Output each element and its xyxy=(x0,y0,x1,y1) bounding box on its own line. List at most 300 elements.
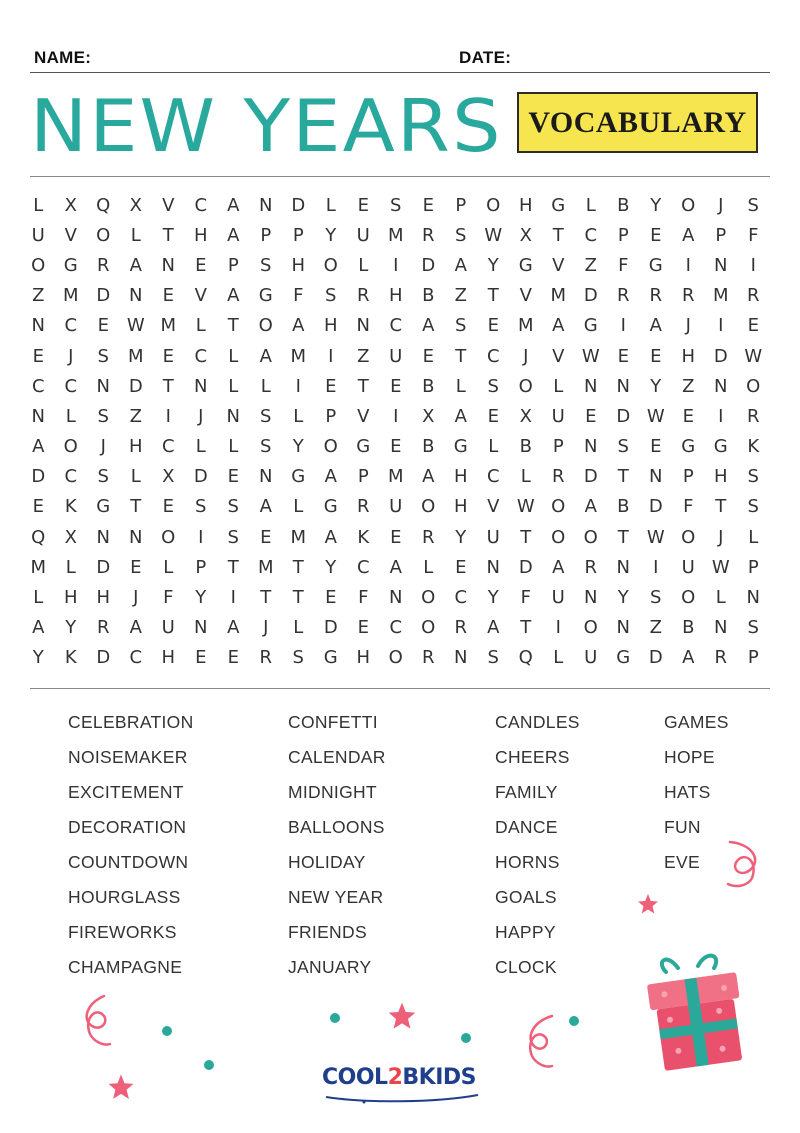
vocabulary-badge: VOCABULARY xyxy=(517,92,758,153)
grid-letter: P xyxy=(292,224,304,246)
grid-letter: O xyxy=(681,587,696,609)
grid-letter: X xyxy=(422,405,435,427)
grid-letter: A xyxy=(324,466,337,488)
grid-letter: S xyxy=(260,436,272,458)
grid-letter: L xyxy=(65,405,76,427)
grid-letter: U xyxy=(551,587,565,609)
grid-letter: N xyxy=(584,587,598,609)
grid-letter: N xyxy=(714,254,728,276)
grid-letter: R xyxy=(96,254,110,276)
grid-letter: L xyxy=(260,375,271,397)
grid-letter: E xyxy=(325,587,337,609)
grid-letter: D xyxy=(323,617,338,639)
grid-letter: O xyxy=(551,496,566,518)
grid-letter: B xyxy=(519,436,532,458)
grid-letter: Y xyxy=(455,526,467,548)
grid-letter: R xyxy=(551,466,565,488)
swirl-icon xyxy=(722,838,766,890)
grid-letter: C xyxy=(486,345,500,367)
grid-letter: O xyxy=(681,526,696,548)
grid-letter: S xyxy=(747,496,759,518)
word-column-1 xyxy=(68,708,194,988)
vocabulary-word: NEW YEAR xyxy=(288,887,384,907)
grid-letter: R xyxy=(746,285,760,307)
grid-letter: X xyxy=(129,194,142,216)
grid-letter: O xyxy=(31,254,46,276)
grid-letter: U xyxy=(486,526,500,548)
grid-letter: N xyxy=(649,466,663,488)
grid-letter: Y xyxy=(650,375,662,397)
grid-letter: Y xyxy=(325,556,337,578)
grid-letter: A xyxy=(32,617,45,639)
grid-letter: C xyxy=(31,375,45,397)
grid-letter: R xyxy=(649,285,662,307)
grid-letter: N xyxy=(584,436,598,458)
grid-letter: X xyxy=(162,466,175,488)
grid-letter: V xyxy=(487,496,500,518)
grid-letter: W xyxy=(126,315,145,337)
vocabulary-word: CHAMPAGNE xyxy=(68,957,183,977)
grid-letter: Q xyxy=(31,526,46,548)
grid-letter: N xyxy=(194,617,208,639)
grid-letter: L xyxy=(293,496,304,518)
vocabulary-word: EXCITEMENT xyxy=(68,782,184,802)
grid-letter: G xyxy=(713,436,728,458)
grid-letter: A xyxy=(584,496,597,518)
grid-letter: M xyxy=(160,315,177,337)
grid-letter: V xyxy=(357,405,370,427)
grid-letter: G xyxy=(583,315,598,337)
grid-letter: T xyxy=(617,526,629,548)
grid-letter: A xyxy=(682,224,695,246)
grid-letter: O xyxy=(583,526,598,548)
grid-letter: U xyxy=(161,617,175,639)
grid-letter: A xyxy=(649,315,662,337)
grid-letter: N xyxy=(714,375,728,397)
vocabulary-word: EVE xyxy=(664,852,700,872)
grid-letter: J xyxy=(718,194,724,216)
grid-letter: R xyxy=(421,526,435,548)
grid-letter: T xyxy=(227,556,239,578)
grid-letter: M xyxy=(712,285,729,307)
grid-letter: K xyxy=(747,436,760,458)
grid-letter: I xyxy=(230,587,236,609)
grid-letter: T xyxy=(227,315,239,337)
grid-letter: D xyxy=(648,647,663,669)
grid-letter: C xyxy=(194,194,208,216)
grid-letter: T xyxy=(162,375,174,397)
grid-letter: F xyxy=(358,587,369,609)
grid-letter: C xyxy=(64,315,78,337)
grid-letter: N xyxy=(616,617,630,639)
grid-letter: I xyxy=(295,375,301,397)
grid-letter: S xyxy=(227,496,239,518)
grid-letter: L xyxy=(520,466,531,488)
grid-letter: P xyxy=(552,436,564,458)
grid-letter: L xyxy=(228,436,239,458)
grid-letter: S xyxy=(487,375,499,397)
grid-letter: A xyxy=(552,556,565,578)
grid-letter: S xyxy=(455,315,467,337)
grid-letter: O xyxy=(421,617,436,639)
grid-letter: E xyxy=(195,254,207,276)
grid-letter: Y xyxy=(617,587,629,609)
grid-letter: H xyxy=(291,254,306,276)
grid-letter: N xyxy=(616,375,630,397)
grid-letter: N xyxy=(226,405,240,427)
grid-letter: P xyxy=(747,647,759,669)
grid-letter: H xyxy=(681,345,696,367)
grid-letter: I xyxy=(198,526,204,548)
grid-letter: E xyxy=(422,194,434,216)
vocabulary-word: HORNS xyxy=(495,852,560,872)
grid-letter: A xyxy=(292,315,305,337)
grid-letter: Z xyxy=(682,375,695,397)
grid-letter: D xyxy=(96,647,111,669)
grid-letter: G xyxy=(518,254,533,276)
grid-letter: U xyxy=(356,224,370,246)
grid-letter: J xyxy=(198,405,204,427)
grid-letter: O xyxy=(746,375,761,397)
vocabulary-word: HATS xyxy=(664,782,711,802)
grid-letter: A xyxy=(389,556,402,578)
grid-letter: T xyxy=(552,224,564,246)
grid-letter: P xyxy=(195,556,207,578)
vocabulary-word: CHEERS xyxy=(495,747,570,767)
grid-letter: O xyxy=(63,436,78,458)
grid-letter: S xyxy=(650,587,662,609)
grid-letter: H xyxy=(713,466,728,488)
name-label: NAME: xyxy=(34,48,92,67)
grid-letter: Z xyxy=(649,617,662,639)
grid-letter: L xyxy=(748,526,759,548)
grid-letter: S xyxy=(260,254,272,276)
grid-letter: D xyxy=(31,466,46,488)
grid-letter: A xyxy=(552,315,565,337)
grid-letter: U xyxy=(584,647,598,669)
grid-letter: C xyxy=(389,617,403,639)
grid-letter: V xyxy=(64,224,77,246)
grid-letter: B xyxy=(617,194,630,216)
grid-letter: E xyxy=(195,647,207,669)
grid-letter: R xyxy=(421,647,435,669)
grid-letter: E xyxy=(585,405,597,427)
grid-letter: T xyxy=(617,466,629,488)
grid-letter: E xyxy=(32,345,44,367)
grid-letter: F xyxy=(683,496,694,518)
grid-letter: R xyxy=(616,285,630,307)
vocabulary-word: DANCE xyxy=(495,817,558,837)
grid-letter: I xyxy=(393,405,399,427)
logo-part-two: 2 xyxy=(387,1065,403,1090)
grid-letter: O xyxy=(583,617,598,639)
grid-letter: Y xyxy=(650,194,662,216)
grid-letter: H xyxy=(388,285,403,307)
divider-top xyxy=(30,176,770,177)
grid-letter: A xyxy=(227,285,240,307)
grid-letter: K xyxy=(64,496,77,518)
grid-letter: J xyxy=(68,345,74,367)
grid-letter: N xyxy=(161,254,175,276)
grid-letter: D xyxy=(96,285,111,307)
grid-letter: E xyxy=(617,345,629,367)
grid-letter: R xyxy=(356,496,370,518)
grid-letter: F xyxy=(618,254,629,276)
grid-letter: I xyxy=(718,315,724,337)
grid-letter: U xyxy=(389,345,403,367)
grid-letter: H xyxy=(63,587,78,609)
word-column-3 xyxy=(495,708,580,988)
grid-letter: L xyxy=(358,254,369,276)
grid-letter: L xyxy=(553,375,564,397)
grid-letter: M xyxy=(62,285,79,307)
grid-letter: I xyxy=(165,405,171,427)
grid-letter: C xyxy=(454,587,468,609)
grid-letter: D xyxy=(96,556,111,578)
grid-letter: A xyxy=(129,617,142,639)
grid-letter: G xyxy=(96,496,111,518)
grid-letter: K xyxy=(357,526,370,548)
grid-letter: N xyxy=(96,375,110,397)
grid-letter: T xyxy=(292,556,304,578)
grid-letter: O xyxy=(96,224,111,246)
grid-letter: E xyxy=(422,345,434,367)
grid-letter: Y xyxy=(292,436,304,458)
grid-letter: L xyxy=(33,194,44,216)
grid-letter: X xyxy=(519,405,532,427)
grid-letter: G xyxy=(648,254,663,276)
grid-letter: O xyxy=(161,526,176,548)
grid-letter: C xyxy=(129,647,143,669)
grid-letter: O xyxy=(486,194,501,216)
vocabulary-word: NOISEMAKER xyxy=(68,747,188,767)
grid-letter: L xyxy=(585,194,596,216)
grid-letter: G xyxy=(258,285,273,307)
grid-letter: W xyxy=(646,405,665,427)
grid-letter: G xyxy=(681,436,696,458)
grid-letter: N xyxy=(584,375,598,397)
grid-letter: O xyxy=(681,194,696,216)
grid-letter: T xyxy=(455,345,467,367)
grid-letter: H xyxy=(453,466,468,488)
grid-letter: X xyxy=(519,224,532,246)
dot-icon xyxy=(203,1059,215,1071)
grid-letter: V xyxy=(552,254,565,276)
grid-letter: C xyxy=(64,375,78,397)
grid-letter: H xyxy=(356,647,371,669)
grid-letter: H xyxy=(161,647,176,669)
grid-letter: M xyxy=(290,526,307,548)
grid-letter: G xyxy=(453,436,468,458)
grid-letter: L xyxy=(33,587,44,609)
grid-letter: E xyxy=(390,526,402,548)
grid-letter: Z xyxy=(32,285,45,307)
grid-letter: A xyxy=(227,194,240,216)
grid-letter: H xyxy=(323,315,338,337)
grid-letter: A xyxy=(259,496,272,518)
grid-letter: S xyxy=(747,466,759,488)
grid-letter: W xyxy=(484,224,503,246)
grid-letter: C xyxy=(161,436,175,458)
grid-letter: E xyxy=(325,375,337,397)
vocabulary-word: HOPE xyxy=(664,747,715,767)
grid-letter: L xyxy=(325,194,336,216)
grid-letter: N xyxy=(389,587,403,609)
grid-letter: T xyxy=(487,285,499,307)
grid-letter: E xyxy=(487,315,499,337)
grid-letter: N xyxy=(129,526,143,548)
grid-letter: N xyxy=(96,526,110,548)
grid-letter: M xyxy=(387,466,404,488)
grid-letter: E xyxy=(357,194,369,216)
grid-letter: D xyxy=(583,466,598,488)
word-column-2 xyxy=(288,708,386,988)
grid-letter: S xyxy=(325,285,337,307)
grid-letter: P xyxy=(747,556,759,578)
grid-letter: P xyxy=(325,405,337,427)
grid-letter: L xyxy=(715,587,726,609)
grid-letter: E xyxy=(357,617,369,639)
grid-letter: Q xyxy=(96,194,111,216)
grid-letter: E xyxy=(32,496,44,518)
grid-letter: E xyxy=(390,375,402,397)
grid-letter: X xyxy=(64,526,77,548)
grid-letter: F xyxy=(748,224,759,246)
grid-letter: E xyxy=(682,405,694,427)
grid-letter: J xyxy=(718,526,724,548)
grid-letter: L xyxy=(130,224,141,246)
dot-icon xyxy=(568,1015,580,1027)
grid-letter: L xyxy=(228,345,239,367)
grid-letter: J xyxy=(100,436,106,458)
grid-letter: M xyxy=(30,556,47,578)
grid-letter: Y xyxy=(65,617,77,639)
grid-letter: G xyxy=(323,496,338,518)
grid-letter: I xyxy=(620,315,626,337)
grid-letter: T xyxy=(292,587,304,609)
grid-letter: S xyxy=(487,647,499,669)
grid-letter: J xyxy=(685,315,691,337)
grid-letter: M xyxy=(127,345,144,367)
grid-letter: N xyxy=(194,375,208,397)
grid-letter: D xyxy=(713,345,728,367)
grid-letter: R xyxy=(681,285,695,307)
grid-letter: D xyxy=(648,496,663,518)
grid-letter: U xyxy=(551,405,565,427)
grid-letter: Y xyxy=(32,647,44,669)
grid-letter: H xyxy=(128,436,143,458)
grid-letter: G xyxy=(323,647,338,669)
grid-letter: A xyxy=(682,647,695,669)
letter-grid xyxy=(22,190,778,673)
grid-letter: V xyxy=(552,345,565,367)
grid-letter: B xyxy=(617,496,630,518)
grid-letter: I xyxy=(750,254,756,276)
grid-letter: Q xyxy=(518,647,533,669)
grid-letter: T xyxy=(162,224,174,246)
grid-letter: A xyxy=(487,617,500,639)
vocabulary-word: CELEBRATION xyxy=(68,712,194,732)
header-rule xyxy=(30,72,770,73)
vocabulary-word: HOLIDAY xyxy=(288,852,366,872)
grid-letter: T xyxy=(357,375,369,397)
grid-letter: N xyxy=(259,466,273,488)
grid-letter: S xyxy=(97,466,109,488)
vocabulary-word: CLOCK xyxy=(495,957,557,977)
grid-letter: E xyxy=(227,466,239,488)
grid-letter: N xyxy=(31,315,45,337)
grid-letter: C xyxy=(194,345,208,367)
vocabulary-word: CONFETTI xyxy=(288,712,378,732)
grid-letter: H xyxy=(518,194,533,216)
grid-letter: N xyxy=(714,617,728,639)
grid-letter: P xyxy=(227,254,239,276)
grid-letter: T xyxy=(715,496,727,518)
grid-letter: C xyxy=(584,224,598,246)
grid-letter: A xyxy=(259,345,272,367)
grid-letter: Y xyxy=(195,587,207,609)
grid-letter: M xyxy=(257,556,274,578)
grid-letter: C xyxy=(389,315,403,337)
dot-icon xyxy=(460,1032,472,1044)
grid-letter: D xyxy=(128,375,143,397)
grid-letter: R xyxy=(454,617,467,639)
grid-letter: C xyxy=(64,466,78,488)
grid-letter: S xyxy=(747,617,759,639)
grid-letter: L xyxy=(195,436,206,458)
grid-letter: S xyxy=(260,405,272,427)
dot-icon xyxy=(161,1025,173,1037)
divider-bottom xyxy=(30,688,770,689)
grid-letter: T xyxy=(520,617,532,639)
grid-letter: S xyxy=(390,194,402,216)
vocabulary-word: COUNTDOWN xyxy=(68,852,189,872)
grid-letter: S xyxy=(227,526,239,548)
vocabulary-word: CANDLES xyxy=(495,712,580,732)
vocabulary-word: FRIENDS xyxy=(288,922,367,942)
grid-letter: N xyxy=(746,587,760,609)
grid-letter: G xyxy=(551,194,566,216)
grid-letter: L xyxy=(293,405,304,427)
vocabulary-word: JANUARY xyxy=(288,957,372,977)
grid-letter: R xyxy=(259,647,272,669)
vocabulary-word: MIDNIGHT xyxy=(288,782,377,802)
grid-letter: O xyxy=(518,375,533,397)
grid-letter: N xyxy=(486,556,500,578)
grid-letter: R xyxy=(584,556,597,578)
grid-letter: H xyxy=(96,587,111,609)
grid-letter: D xyxy=(583,285,598,307)
grid-letter: R xyxy=(746,405,760,427)
grid-letter: P xyxy=(715,224,727,246)
grid-letter: I xyxy=(653,556,659,578)
grid-letter: E xyxy=(227,647,239,669)
grid-letter: B xyxy=(422,375,435,397)
grid-letter: W xyxy=(646,526,665,548)
grid-letter: V xyxy=(162,194,175,216)
swirl-icon xyxy=(80,994,116,1050)
grid-letter: A xyxy=(454,405,467,427)
grid-letter: A xyxy=(422,315,435,337)
grid-letter: O xyxy=(421,496,436,518)
grid-letter: W xyxy=(581,345,600,367)
grid-letter: E xyxy=(162,285,174,307)
grid-letter: O xyxy=(388,647,403,669)
grid-letter: P xyxy=(455,194,467,216)
grid-letter: Z xyxy=(454,285,467,307)
grid-letter: M xyxy=(517,315,534,337)
dot-icon xyxy=(329,1012,341,1024)
